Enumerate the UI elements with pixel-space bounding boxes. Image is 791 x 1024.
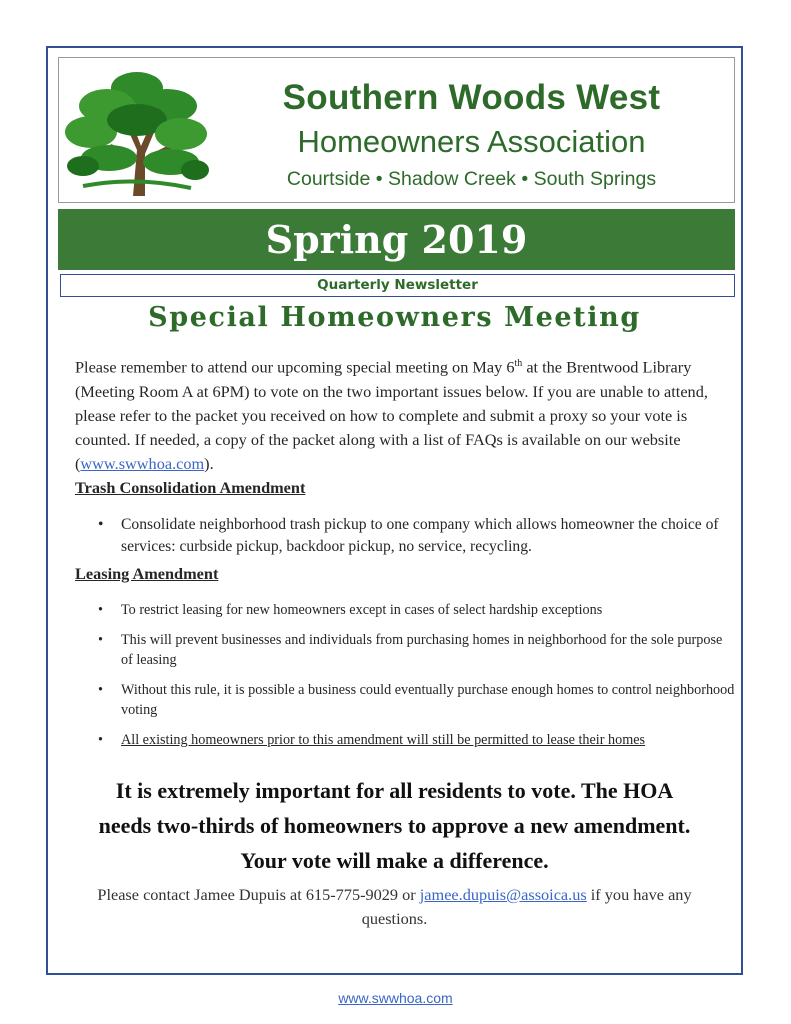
page-footer	[0, 990, 791, 1006]
email-link[interactable]: jamee.dupuis@assoica.us	[419, 885, 587, 904]
trash-amendment-heading: Trash Consolidation Amendment	[75, 478, 306, 497]
org-title: Southern Woods West	[282, 78, 661, 117]
bullet-text: To restrict leasing for new homeowners except in cases of select hardship exceptions	[121, 602, 603, 618]
bullet-text: This will prevent businesses and individuals from purchasing homes in neighborhood for the sole purpose of leasing	[121, 632, 723, 668]
bullet-icon: •	[98, 732, 103, 748]
list-item	[75, 730, 735, 750]
bullet-icon: •	[98, 682, 103, 698]
season-banner: Spring 2019	[58, 209, 735, 270]
important-notice	[48, 773, 741, 878]
bullet-icon: •	[98, 516, 104, 533]
org-subtitle: Homeowners Association	[297, 124, 646, 159]
intro-text-3: ).	[204, 454, 214, 474]
intro-superscript: th	[514, 358, 523, 369]
bullet-text: All existing homeowners prior to this amendment will still be permitted to lease their homes	[121, 732, 646, 748]
list-item	[75, 680, 735, 720]
bullet-icon: •	[98, 602, 103, 618]
oak-tree-logo-icon	[63, 66, 211, 198]
contact-info	[78, 883, 711, 931]
bullet-icon: •	[98, 632, 103, 648]
notice-line-3: Your vote will make a difference.	[240, 848, 549, 873]
intro-text-1: Please remember to attend our upcoming special meeting on May 6	[75, 357, 515, 377]
leasing-bullet-list	[75, 600, 735, 760]
neighborhoods-line: Courtside • Shadow Creek • South Springs	[286, 168, 657, 190]
list-item	[75, 600, 735, 620]
bullet-text: Consolidate neighborhood trash pickup to one company which allows homeowner the choice of services: curbside pickup, backdoor pickup, no service, recycling.	[121, 516, 719, 555]
list-item	[75, 514, 735, 558]
meeting-intro	[75, 352, 735, 476]
masthead	[58, 57, 735, 203]
newsletter-label: Quarterly Newsletter	[60, 274, 735, 297]
notice-line-2: needs two-thirds of homeowners to approve a new amendment.	[98, 813, 691, 838]
meeting-heading: Special Homeowners Meeting	[148, 302, 641, 333]
website-link[interactable]: www.swwhoa.com	[80, 454, 205, 474]
intro-text-2: at the Brentwood Library (Meeting Room A at 6PM) to vote on the two important issues below. If you are unable to attend, please refer to the packet you received on how to complete and submit a proxy so your vote is counted. If needed, a copy of the packet along with a list of FAQs is available on our website (	[75, 357, 708, 474]
list-item	[75, 630, 735, 670]
leasing-amendment-heading: Leasing Amendment	[75, 564, 219, 583]
newsletter-page	[46, 46, 743, 975]
footer-website-link[interactable]: www.swwhoa.com	[338, 990, 453, 1006]
trash-bullet-list	[75, 514, 735, 558]
notice-line-1: It is extremely important for all residents to vote. The HOA	[115, 778, 674, 803]
contact-text-2: if you have any questions.	[361, 885, 692, 928]
contact-text-1: Please contact Jamee Dupuis at 615-775-9029 or	[97, 885, 420, 904]
bullet-text: Without this rule, it is possible a business could eventually purchase enough homes to control neighborhood voting	[121, 682, 735, 718]
